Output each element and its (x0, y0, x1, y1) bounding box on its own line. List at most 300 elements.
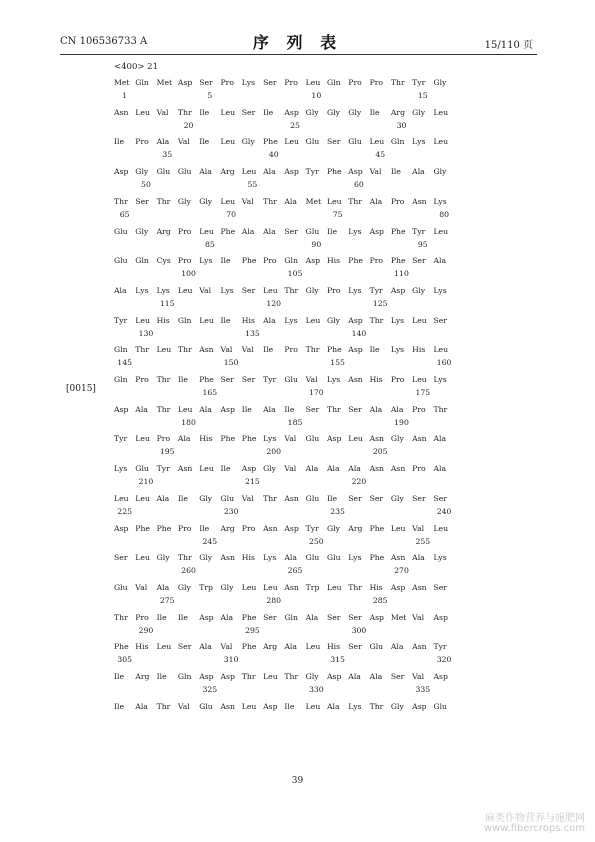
residue: Pro (220, 78, 234, 87)
residue: Asn (412, 642, 427, 652)
position-number-row (114, 388, 455, 397)
residue: Glu (305, 434, 320, 444)
residue: Ser (199, 78, 213, 87)
position-number: 210 (138, 477, 154, 487)
residue: Asp (114, 167, 129, 177)
position-number-row (114, 537, 455, 546)
residue: Gly (305, 285, 319, 295)
residue: Asn (369, 434, 385, 444)
position-number-row (114, 626, 455, 635)
position-number: 280 (266, 595, 282, 605)
position-number: 230 (223, 506, 239, 516)
residue: Ile (199, 137, 210, 147)
residue: Gly (390, 701, 404, 711)
residue: Tyr (114, 315, 128, 325)
residue: Ala (348, 464, 361, 474)
residue: Ala (220, 612, 234, 622)
residue: Glu (305, 553, 320, 563)
residue: Ser (348, 642, 362, 652)
residue: Phe (220, 226, 236, 236)
residue: Ile (369, 107, 380, 117)
residue: Leu (220, 196, 236, 206)
residue: Val (135, 582, 148, 592)
residue: Lys (390, 315, 405, 325)
residue: Ile (114, 137, 125, 147)
residue: Gln (135, 78, 149, 87)
position-number: 135 (245, 328, 260, 338)
position-number: 325 (202, 685, 218, 694)
residue: Val (412, 523, 425, 533)
residue: Thr (135, 345, 150, 355)
residue: Val (412, 612, 425, 622)
residue: Asn (390, 464, 406, 474)
position-number-row (114, 685, 455, 694)
residue: Asp (326, 434, 342, 444)
residue: Asn (114, 107, 129, 117)
residue: Ala (369, 672, 383, 681)
residue: Ser (114, 553, 128, 563)
residue: Leu (177, 404, 193, 414)
residue: Thr (156, 701, 171, 711)
residue: Tyr (412, 78, 426, 87)
paragraph-tag: [0015] (66, 384, 96, 394)
residue: Glu (433, 701, 448, 711)
residue: Ser (433, 315, 447, 325)
position-number: 285 (372, 595, 388, 605)
position-number: 205 (372, 447, 388, 457)
position-number: 170 (308, 388, 324, 397)
residue: Leu (156, 345, 172, 355)
residue: His (412, 345, 426, 355)
residue: Ile (220, 256, 231, 266)
residue: Thr (114, 612, 128, 622)
residue: Val (199, 285, 212, 295)
residue: His (369, 582, 383, 592)
residue: Leu (135, 553, 150, 563)
position-number-row (114, 299, 455, 308)
residue: Asp (348, 315, 363, 325)
position-number-row (114, 507, 455, 516)
residue: Glu (305, 493, 320, 503)
residue-row (114, 345, 455, 354)
residue: Asp (326, 672, 342, 681)
residue: Phe (241, 434, 257, 444)
residue: Asp (390, 582, 406, 592)
residue: Leu (199, 226, 214, 236)
residue: Glu (177, 167, 192, 177)
residue: Asp (199, 612, 214, 622)
residue: Ala (263, 315, 276, 325)
residue: Lys (433, 285, 447, 295)
residue: Ile (199, 107, 210, 117)
patent-number: CN 106536733 A (60, 36, 148, 47)
residue: Asn (284, 582, 299, 592)
position-number: 295 (245, 625, 260, 635)
residue: Ile (114, 672, 125, 681)
residue: Gly (433, 78, 447, 87)
position-number: 35 (162, 150, 173, 160)
residue: Glu (369, 642, 384, 652)
residue: Leu (433, 107, 449, 117)
residue: Thr (305, 345, 320, 355)
page-number: 39 (291, 776, 304, 786)
residue: Gln (390, 137, 405, 147)
residue: Pro (177, 523, 192, 533)
position-number: 10 (311, 91, 322, 100)
residue: Lys (220, 285, 234, 295)
residue: Ala (326, 464, 340, 474)
residue: Leu (305, 642, 321, 652)
residue: Asp (220, 404, 235, 414)
residue: Lys (348, 285, 362, 295)
residue: Ile (156, 672, 167, 681)
position-number-row (114, 447, 455, 456)
residue: Ala (199, 642, 212, 652)
residue: Ala (263, 226, 276, 236)
residue: Gly (326, 107, 340, 117)
position-number: 180 (181, 417, 196, 427)
residue: Glu (284, 375, 298, 384)
residue: Pro (135, 375, 149, 384)
residue: Leu (305, 315, 321, 325)
residue: Ala (369, 196, 383, 206)
residue: Ile (241, 404, 252, 414)
residue: Glu (305, 137, 320, 147)
residue: Gln (284, 612, 298, 622)
residue: Thr (390, 78, 405, 87)
position-number: 300 (351, 625, 367, 635)
position-number: 95 (417, 239, 428, 249)
residue: Tyr (263, 375, 277, 384)
residue: Thr (284, 672, 299, 681)
residue: Lys (135, 285, 149, 295)
residue-row (114, 583, 455, 592)
residue: Pro (177, 226, 192, 236)
residue: Ile (220, 315, 231, 325)
page-count: 15/110 页 (484, 40, 533, 51)
residue: Pro (156, 434, 171, 444)
residue: Phe (220, 434, 236, 444)
residue: Pro (412, 464, 426, 474)
residue: Ala (156, 137, 170, 147)
residue: Ala (412, 167, 425, 177)
residue: Leu (348, 434, 363, 444)
residue: Gln (326, 78, 341, 87)
residue: His (156, 315, 170, 325)
residue: Asp (220, 672, 235, 681)
residue: Leu (263, 582, 278, 592)
residue: Phe (135, 523, 150, 533)
residue: Leu (326, 582, 342, 592)
residue: Leu (135, 493, 150, 503)
residue: Tyr (412, 226, 426, 236)
residue: Ala (284, 553, 297, 563)
residue: Ala (305, 612, 319, 622)
position-number: 120 (266, 298, 282, 308)
residue: Ile (177, 493, 188, 503)
residue: Asp (305, 256, 321, 266)
residue: Ile (284, 701, 295, 711)
residue: Asn (220, 701, 235, 711)
residue: Leu (412, 315, 427, 325)
residue: Ala (326, 701, 340, 711)
residue-row (114, 494, 455, 503)
position-number: 80 (439, 209, 449, 219)
position-number-row (114, 121, 455, 130)
residue: Gly (348, 107, 362, 117)
position-number: 75 (332, 209, 343, 219)
residue: Ile (177, 375, 188, 384)
residue: Lys (114, 464, 128, 474)
position-number: 130 (138, 328, 154, 338)
residue: Gln (114, 375, 128, 384)
residue: Leu (241, 701, 257, 711)
residue: Leu (305, 78, 321, 87)
residue: Ala (348, 672, 361, 681)
page-title: 序 列 表 (252, 33, 343, 52)
position-number: 25 (290, 120, 300, 130)
residue: Ile (263, 107, 274, 117)
residue: Thr (177, 345, 192, 355)
residue: Phe (199, 375, 214, 384)
residue: Thr (177, 553, 192, 563)
residue-row (114, 524, 455, 533)
residue: Ser (220, 375, 234, 384)
residue: Ile (177, 612, 188, 622)
position-number: 240 (436, 506, 452, 516)
residue: Pro (369, 256, 384, 266)
residue: Ala (177, 434, 191, 444)
residue: Ser (305, 404, 320, 414)
residue: Phe (156, 523, 172, 533)
watermark-text: 麻类作物营养与施肥网 (485, 813, 585, 824)
position-number: 330 (308, 685, 324, 694)
residue: Ala (135, 701, 148, 711)
position-number: 315 (330, 655, 345, 665)
residue: Leu (241, 582, 257, 592)
residue: Gly (326, 315, 340, 325)
residue: Thr (433, 404, 448, 414)
residue: Trp (199, 582, 213, 592)
residue: Ile (263, 345, 274, 355)
position-number: 195 (159, 447, 175, 457)
position-number: 185 (287, 417, 303, 427)
residue: Phe (390, 256, 406, 266)
residue: Ser (326, 137, 341, 147)
residue: Val (177, 137, 190, 147)
residue: Pro (177, 256, 192, 266)
residue: Ser (177, 642, 192, 652)
residue: Phe (263, 137, 278, 147)
position-number: 335 (415, 685, 431, 694)
position-number-row (114, 150, 455, 159)
residue: Gly (263, 464, 277, 474)
residue: Phe (326, 345, 342, 355)
residue: Arg (263, 642, 278, 652)
residue: Ala (412, 553, 425, 563)
residue: Leu (433, 137, 449, 147)
residue: Asn (369, 464, 385, 474)
residue: Asn (220, 553, 235, 563)
position-number: 90 (311, 239, 322, 249)
position-number: 55 (247, 180, 258, 190)
residue: Ile (199, 523, 210, 533)
position-number: 165 (202, 388, 218, 397)
position-number-row (114, 477, 455, 486)
residue: Ser (241, 107, 256, 117)
residue: Ser (433, 582, 447, 592)
residue: Thr (114, 196, 128, 206)
residue: Lys (348, 701, 362, 711)
residue: Pro (135, 612, 149, 622)
residue: Ser (135, 196, 149, 206)
residue: Pro (412, 404, 426, 414)
residue: Asp (284, 523, 299, 533)
position-number: 125 (372, 298, 388, 308)
position-number: 15 (417, 91, 428, 100)
residue: Val (241, 196, 254, 206)
residue: Arg (220, 523, 235, 533)
residue: Val (412, 672, 425, 681)
position-number: 20 (183, 120, 194, 130)
position-number: 145 (117, 358, 132, 368)
residue: Ala (433, 434, 447, 444)
residue: Lys (348, 226, 362, 236)
residue: Leu (412, 375, 427, 384)
residue: Ile (284, 404, 295, 414)
residue: Arg (135, 672, 150, 681)
residue: Ala (284, 642, 297, 652)
residue: Ala (114, 285, 127, 295)
residue: Pro (369, 78, 384, 87)
residue: Thr (284, 285, 299, 295)
residue: Glu (326, 553, 341, 563)
residue: Leu (305, 701, 321, 711)
position-number: 200 (266, 447, 282, 457)
residue: Ala (263, 167, 276, 177)
residue: His (199, 434, 213, 444)
residue: Leu (135, 315, 150, 325)
residue: Leu (284, 137, 299, 147)
residue: Glu (114, 256, 128, 266)
residue: Ser (412, 256, 426, 266)
residue: Gln (135, 256, 149, 266)
residue: Pro (241, 523, 256, 533)
residue: Pro (135, 137, 149, 147)
position-number: 140 (351, 328, 367, 338)
residue-row (114, 553, 455, 562)
residue: Gly (412, 107, 426, 117)
residue: Arg (390, 107, 406, 117)
residue: Trp (305, 582, 320, 592)
residue: Val (305, 375, 318, 384)
position-number-row (114, 566, 455, 575)
residue: Val (241, 345, 254, 355)
position-number: 65 (119, 209, 130, 219)
residue: Lys (263, 434, 277, 444)
position-number-row (114, 210, 455, 219)
residue: Gly (326, 523, 340, 533)
residue: Leu (199, 315, 214, 325)
residue: Ala (390, 404, 404, 414)
position-number: 320 (436, 655, 452, 665)
residue-row (114, 227, 455, 236)
residue: Arg (156, 226, 171, 236)
residue: Met (114, 78, 130, 87)
position-number: 255 (415, 536, 431, 546)
residue: Ser (433, 493, 447, 503)
residue: Thr (241, 672, 256, 681)
residue: Asn (348, 375, 363, 384)
residue-row (114, 137, 455, 146)
residue: Phe (348, 256, 363, 266)
residue: Ser (412, 493, 426, 503)
residue: Ile (326, 493, 338, 503)
residue: Leu (326, 196, 342, 206)
residue: Gly (433, 167, 447, 177)
position-number-row (114, 418, 455, 427)
residue-row (114, 405, 455, 414)
residue: Ala (241, 226, 255, 236)
position-number: 250 (308, 536, 324, 546)
residue-row (114, 316, 455, 325)
residue: Phe (369, 553, 385, 563)
position-number-row (114, 180, 455, 189)
residue: Glu (305, 226, 320, 236)
residue: Leu (263, 285, 278, 295)
residue: Lys (433, 196, 447, 206)
residue: Leu (199, 464, 214, 474)
residue: Asp (369, 612, 384, 622)
residue: His (369, 375, 383, 384)
position-number-row (114, 269, 455, 278)
residue: Thr (156, 404, 171, 414)
residue: Asp (284, 107, 299, 117)
residue-row (114, 167, 455, 176)
residue: Asp (433, 672, 448, 681)
position-number: 45 (375, 150, 386, 160)
residue: Val (220, 642, 233, 652)
residue: Thr (156, 196, 171, 206)
residue: Ala (305, 464, 319, 474)
residue: His (241, 553, 255, 563)
residue: Tyr (156, 464, 170, 474)
position-number: 70 (226, 209, 237, 219)
residue: Asp (199, 672, 214, 681)
residue: Lys (433, 375, 447, 384)
residue: Tyr (305, 523, 319, 533)
residue: Lys (412, 137, 426, 147)
residue: Met (156, 78, 173, 87)
residue: Asp (348, 345, 363, 355)
residue: Met (390, 612, 407, 622)
position-number: 50 (141, 180, 151, 190)
residue: Thr (326, 404, 341, 414)
residue: Met (305, 196, 322, 206)
residue: Gln (114, 345, 128, 355)
position-number: 160 (436, 358, 452, 368)
residue: Leu (135, 434, 150, 444)
residue: Asn (390, 553, 406, 563)
residue: Arg (220, 167, 235, 177)
residue: Leu (114, 493, 129, 503)
residue: Glu (199, 701, 213, 711)
residue: Ala (433, 256, 447, 266)
residue: Asp (284, 167, 299, 177)
residue: Ala (284, 196, 297, 206)
residue: Phe (114, 642, 129, 652)
residue: Gly (199, 553, 213, 563)
